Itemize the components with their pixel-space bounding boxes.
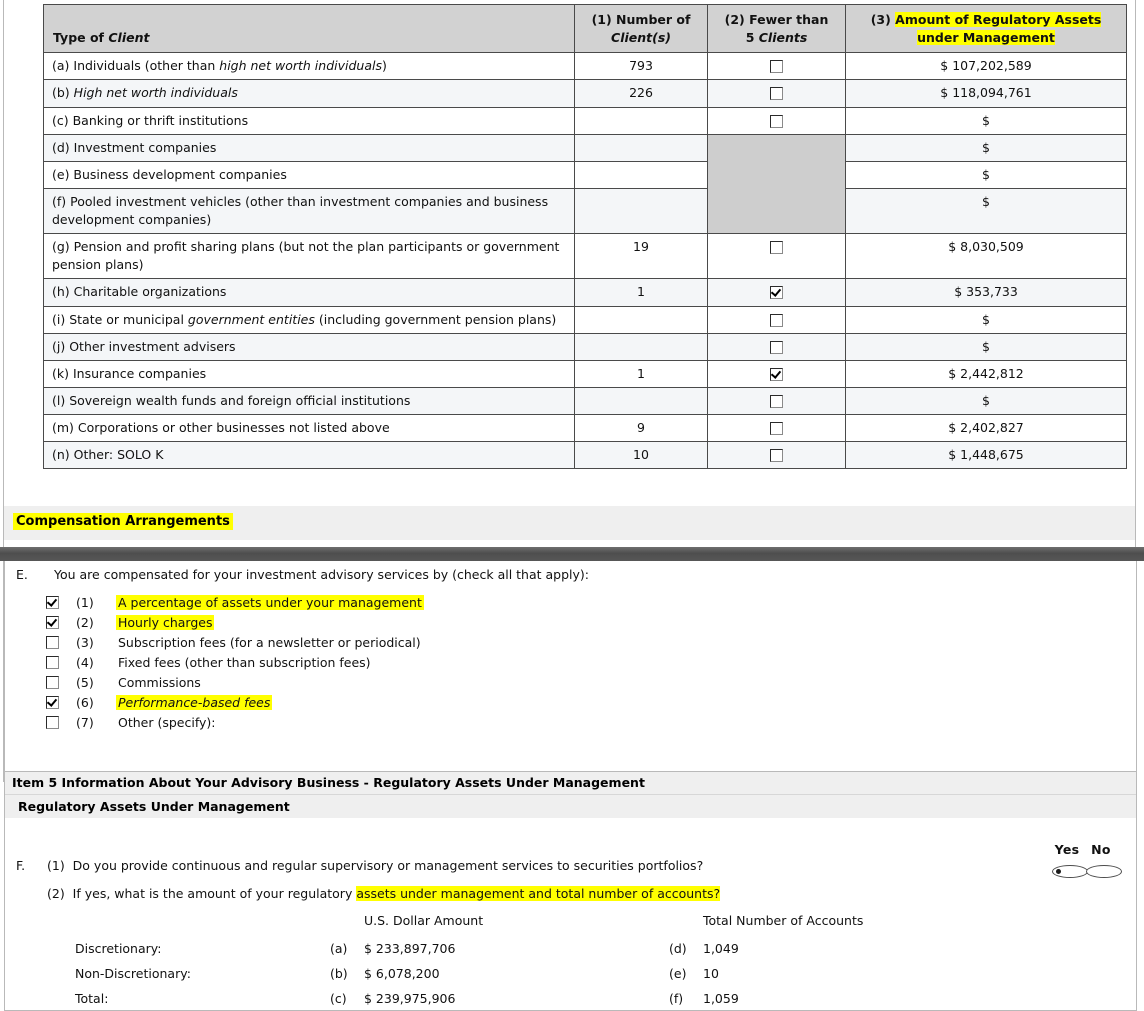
compensation-option-text: Commissions	[118, 674, 201, 690]
compensation-option-number: (6)	[76, 694, 94, 710]
table-row	[44, 53, 1127, 80]
aum-row	[75, 961, 1025, 986]
checkbox-fewer-than-5-clients[interactable]	[770, 395, 783, 408]
compensation-checkbox-wrap[interactable]	[46, 656, 76, 669]
fewer-than-5-clients-cell[interactable]	[708, 360, 846, 387]
label-part: (l) Sovereign wealth funds and foreign official institutions	[52, 392, 411, 408]
table-row	[44, 415, 1127, 442]
compensation-option-text: Hourly charges	[118, 614, 213, 630]
client-count-cell	[575, 387, 708, 414]
client-count-cell: 793	[575, 53, 708, 80]
checkbox-fewer-than-5-clients[interactable]	[770, 286, 783, 299]
checkbox-option-7[interactable]	[46, 716, 59, 729]
label-italic-part: high net worth individuals	[219, 58, 382, 74]
compensation-option-number: (5)	[76, 674, 94, 690]
fewer-than-5-clients-cell[interactable]	[708, 53, 846, 80]
compensation-checkbox-wrap[interactable]	[46, 696, 76, 709]
compensation-question: You are compensated for your investment advisory services by (check all that apply):	[54, 567, 589, 582]
fewer-than-5-clients-cell[interactable]	[708, 107, 846, 134]
compensation-option-text: A percentage of assets under your management	[118, 594, 422, 610]
q1-text: Do you provide continuous and regular supervisory or management services to securities portfolios?	[72, 858, 704, 873]
compensation-option-number: (1)	[76, 594, 94, 610]
radio-no[interactable]	[1086, 865, 1122, 878]
item5-header: Item 5 Information About Your Advisory Business - Regulatory Assets Under Management	[5, 772, 1136, 795]
aum-row	[75, 936, 1025, 961]
aum-usd-letter: (c)	[330, 991, 347, 1006]
checkbox-fewer-than-5-clients[interactable]	[770, 60, 783, 73]
item5-question-1	[47, 858, 703, 873]
compensation-option-row[interactable]	[46, 612, 424, 632]
aum-row	[75, 986, 1025, 1011]
column-header-number-of-clients	[575, 5, 708, 53]
label-part: (g) Pension and profit sharing plans (but not the plan participants or government pension plans)	[52, 239, 560, 273]
client-count-cell: 10	[575, 442, 708, 469]
aum-header-blank	[75, 908, 330, 936]
client-type-label	[44, 306, 575, 333]
column-header-type-of-client	[44, 5, 575, 53]
label-part: (f) Pooled investment vehicles (other than investment companies and business development companies)	[52, 193, 549, 227]
table-row	[44, 234, 1127, 279]
label-part: (d) Investment companies	[52, 139, 217, 155]
label-part: (i) State or municipal	[52, 311, 188, 327]
compensation-option-text: Other (specify):	[118, 714, 216, 730]
aum-usd-value: $ 233,897,706	[364, 941, 456, 956]
client-count-cell: 226	[575, 80, 708, 107]
fewer-than-5-clients-cell	[708, 134, 846, 234]
aum-usd-value: $ 239,975,906	[364, 991, 456, 1006]
compensation-option-text: Fixed fees (other than subscription fees)	[118, 654, 371, 670]
section-divider-bar	[0, 547, 1144, 561]
fewer-than-5-clients-cell[interactable]	[708, 333, 846, 360]
client-count-cell	[575, 333, 708, 360]
client-type-label	[44, 333, 575, 360]
table-row	[44, 188, 1127, 233]
compensation-block	[4, 561, 1137, 783]
compensation-option-row[interactable]	[46, 712, 424, 732]
checkbox-option-1[interactable]	[46, 596, 59, 609]
client-type-label	[44, 387, 575, 414]
fewer-than-5-clients-cell[interactable]	[708, 442, 846, 469]
client-count-cell: 1	[575, 360, 708, 387]
aum-row-label: Discretionary:	[75, 941, 162, 956]
col1-line1: (1) Number of	[591, 12, 691, 27]
label-part-2: )	[381, 58, 387, 74]
yes-no-radio-group[interactable]	[1052, 863, 1120, 878]
aum-header-acct-letter	[669, 908, 703, 936]
label-part: (h) Charitable organizations	[52, 284, 227, 300]
label-part: (b)	[52, 85, 74, 101]
compensation-option-number: (2)	[76, 614, 94, 630]
compensation-option-number: (7)	[76, 714, 94, 730]
client-count-cell: 19	[575, 234, 708, 279]
checkbox-option-3[interactable]	[46, 636, 59, 649]
checkbox-option-6[interactable]	[46, 696, 59, 709]
client-type-label	[44, 53, 575, 80]
col3-highlighted	[895, 12, 1101, 45]
table-row	[44, 333, 1127, 360]
client-type-label	[44, 360, 575, 387]
radio-yes[interactable]	[1052, 865, 1088, 878]
label-italic-part: High net worth individuals	[73, 85, 238, 101]
checkbox-option-2[interactable]	[46, 616, 59, 629]
compensation-option-text: Subscription fees (for a newsletter or periodical)	[118, 634, 421, 650]
label-part: (c) Banking or thrift institutions	[52, 112, 249, 128]
compensation-option-label	[116, 655, 373, 670]
fewer-than-5-clients-cell[interactable]	[708, 387, 846, 414]
col2-line2: 5 Clients	[745, 30, 808, 46]
client-type-label	[44, 442, 575, 469]
fewer-than-5-clients-cell[interactable]	[708, 80, 846, 107]
client-type-label	[44, 107, 575, 134]
item5-subheader: Regulatory Assets Under Management	[5, 795, 1136, 818]
col1-line2: Client(s)	[611, 30, 671, 46]
client-type-label	[44, 161, 575, 188]
regulatory-assets-amount-cell: $ 2,442,812	[846, 360, 1127, 387]
q2-number: (2)	[47, 886, 65, 901]
compensation-option-label	[116, 715, 218, 730]
client-count-cell	[575, 107, 708, 134]
compensation-option-row[interactable]	[46, 672, 424, 692]
column-header-fewer-than-5-clients	[708, 5, 846, 53]
aum-row-label: Non-Discretionary:	[75, 966, 191, 981]
regulatory-assets-amount-cell: $ 118,094,761	[846, 80, 1127, 107]
compensation-option-label	[116, 615, 214, 630]
checkbox-option-5[interactable]	[46, 676, 59, 689]
column-header-regulatory-assets	[846, 5, 1127, 53]
aum-header-accounts: Total Number of Accounts	[703, 913, 864, 928]
checkbox-fewer-than-5-clients[interactable]	[770, 341, 783, 354]
item5-block	[4, 771, 1137, 1011]
regulatory-assets-amount-cell: $ 8,030,509	[846, 234, 1127, 279]
compensation-option-row[interactable]	[46, 652, 424, 672]
compensation-option-row[interactable]	[46, 692, 424, 712]
client-type-label	[44, 279, 575, 306]
client-type-label	[44, 234, 575, 279]
compensation-checkbox-wrap[interactable]	[46, 616, 76, 629]
table-row	[44, 360, 1127, 387]
compensation-heading-band	[4, 505, 1135, 540]
regulatory-assets-amount-cell: $ 107,202,589	[846, 53, 1127, 80]
table-row	[44, 442, 1127, 469]
fewer-than-5-clients-cell[interactable]	[708, 279, 846, 306]
client-count-cell: 9	[575, 415, 708, 442]
aum-accounts-value: 1,049	[703, 941, 739, 956]
table-row	[44, 134, 1127, 161]
aum-usd-letter: (a)	[330, 941, 348, 956]
client-count-cell	[575, 306, 708, 333]
client-type-label	[44, 188, 575, 233]
table-body	[44, 53, 1127, 469]
yes-label: Yes	[1054, 842, 1080, 857]
aum-accounts-value: 10	[703, 966, 719, 981]
label-part: (n) Other: SOLO K	[52, 447, 164, 463]
aum-header-row	[75, 908, 1025, 936]
client-type-label	[44, 80, 575, 107]
aum-table-body	[75, 908, 1025, 1011]
aum-row-label: Total:	[75, 991, 109, 1006]
checkbox-fewer-than-5-clients[interactable]	[770, 87, 783, 100]
compensation-option-number: (4)	[76, 654, 94, 670]
regulatory-assets-amount-cell: $	[846, 387, 1127, 414]
aum-header-usd: U.S. Dollar Amount	[364, 913, 484, 928]
label-part: (m) Corporations or other businesses not listed above	[52, 420, 390, 435]
aum-table	[75, 908, 1025, 1011]
client-count-cell: 1	[575, 279, 708, 306]
regulatory-assets-amount-cell: $ 2,402,827	[846, 415, 1127, 442]
table-row	[44, 107, 1127, 134]
fewer-than-5-clients-cell[interactable]	[708, 415, 846, 442]
checkbox-fewer-than-5-clients[interactable]	[770, 422, 783, 435]
compensation-option-row[interactable]	[46, 592, 424, 612]
regulatory-assets-amount-cell: $ 353,733	[846, 279, 1127, 306]
aum-accounts-value: 1,059	[703, 991, 739, 1006]
client-type-label	[44, 415, 575, 442]
type-of-client-table	[43, 4, 1127, 469]
table-row	[44, 161, 1127, 188]
item5-question-2	[47, 886, 720, 901]
assets-under-management-grid	[75, 908, 1025, 1011]
aum-accounts-letter: (d)	[669, 941, 687, 956]
compensation-options-list	[46, 592, 424, 732]
item-letter-e: E.	[16, 567, 28, 582]
regulatory-assets-amount-cell: $	[846, 161, 1127, 188]
compensation-checkbox-wrap[interactable]	[46, 676, 76, 689]
aum-usd-value: $ 6,078,200	[364, 966, 440, 981]
fewer-than-5-clients-cell[interactable]	[708, 306, 846, 333]
compensation-option-label	[116, 595, 424, 610]
checkbox-option-4[interactable]	[46, 656, 59, 669]
compensation-option-text: Performance-based fees	[118, 694, 271, 710]
table-header-row	[44, 5, 1127, 53]
aum-usd-letter: (b)	[330, 966, 348, 981]
q2-text-plain: If yes, what is the amount of your regulatory	[72, 886, 357, 901]
table-row	[44, 306, 1127, 333]
table-row	[44, 80, 1127, 107]
label-part: (a) Individuals (other than	[52, 58, 220, 74]
compensation-checkbox-wrap[interactable]	[46, 636, 76, 649]
compensation-checkbox-wrap[interactable]	[46, 716, 76, 729]
checkbox-fewer-than-5-clients[interactable]	[770, 449, 783, 462]
item-letter-f: F.	[16, 858, 26, 873]
regulatory-assets-amount-cell: $	[846, 333, 1127, 360]
label-part: (j) Other investment advisers	[52, 338, 236, 354]
q1-number: (1)	[47, 858, 65, 873]
header-text-italic: Client	[108, 30, 150, 46]
header-text-plain: Type of	[53, 30, 109, 46]
regulatory-assets-amount-cell: $ 1,448,675	[846, 442, 1127, 469]
radio-yes-cell[interactable]	[1052, 863, 1086, 878]
compensation-option-label	[116, 695, 272, 710]
label-part-2: (including government pension plans)	[314, 311, 557, 327]
label-part: (k) Insurance companies	[52, 365, 207, 381]
col2-line1: (2) Fewer than	[724, 12, 829, 27]
regulatory-assets-amount-cell: $	[846, 107, 1127, 134]
aum-accounts-letter: (f)	[669, 991, 684, 1006]
regulatory-assets-amount-cell: $	[846, 188, 1127, 233]
col3-line2: under Management	[917, 30, 1055, 46]
label-part: (e) Business development companies	[52, 166, 287, 182]
client-count-cell	[575, 161, 708, 188]
radio-no-cell[interactable]	[1086, 863, 1120, 878]
compensation-checkbox-wrap[interactable]	[46, 596, 76, 609]
checkbox-fewer-than-5-clients[interactable]	[770, 314, 783, 327]
client-count-cell	[575, 134, 708, 161]
table-row	[44, 279, 1127, 306]
table-row	[44, 387, 1127, 414]
compensation-section-heading: Compensation Arrangements	[13, 513, 233, 530]
fewer-than-5-clients-cell[interactable]	[708, 234, 846, 279]
client-count-cell	[575, 188, 708, 233]
regulatory-assets-amount-cell: $	[846, 306, 1127, 333]
regulatory-assets-amount-cell: $	[846, 134, 1127, 161]
label-italic-part: government entities	[187, 311, 315, 327]
no-label: No	[1091, 842, 1111, 857]
yes-no-labels	[1050, 842, 1118, 857]
q2-text-highlighted: assets under management and total number of accounts?	[356, 886, 721, 901]
checkbox-fewer-than-5-clients[interactable]	[770, 115, 783, 128]
col3-line1: Amount of Regulatory Assets	[895, 12, 1102, 27]
compensation-option-row[interactable]	[46, 632, 424, 652]
aum-accounts-letter: (e)	[669, 966, 687, 981]
checkbox-fewer-than-5-clients[interactable]	[770, 368, 783, 381]
compensation-option-label	[116, 635, 423, 650]
client-type-label	[44, 134, 575, 161]
checkbox-fewer-than-5-clients[interactable]	[770, 241, 783, 254]
aum-header-usd-letter	[330, 908, 364, 936]
compensation-option-label	[116, 675, 203, 690]
compensation-option-number: (3)	[76, 634, 94, 650]
col3-prefix: (3)	[870, 12, 896, 27]
